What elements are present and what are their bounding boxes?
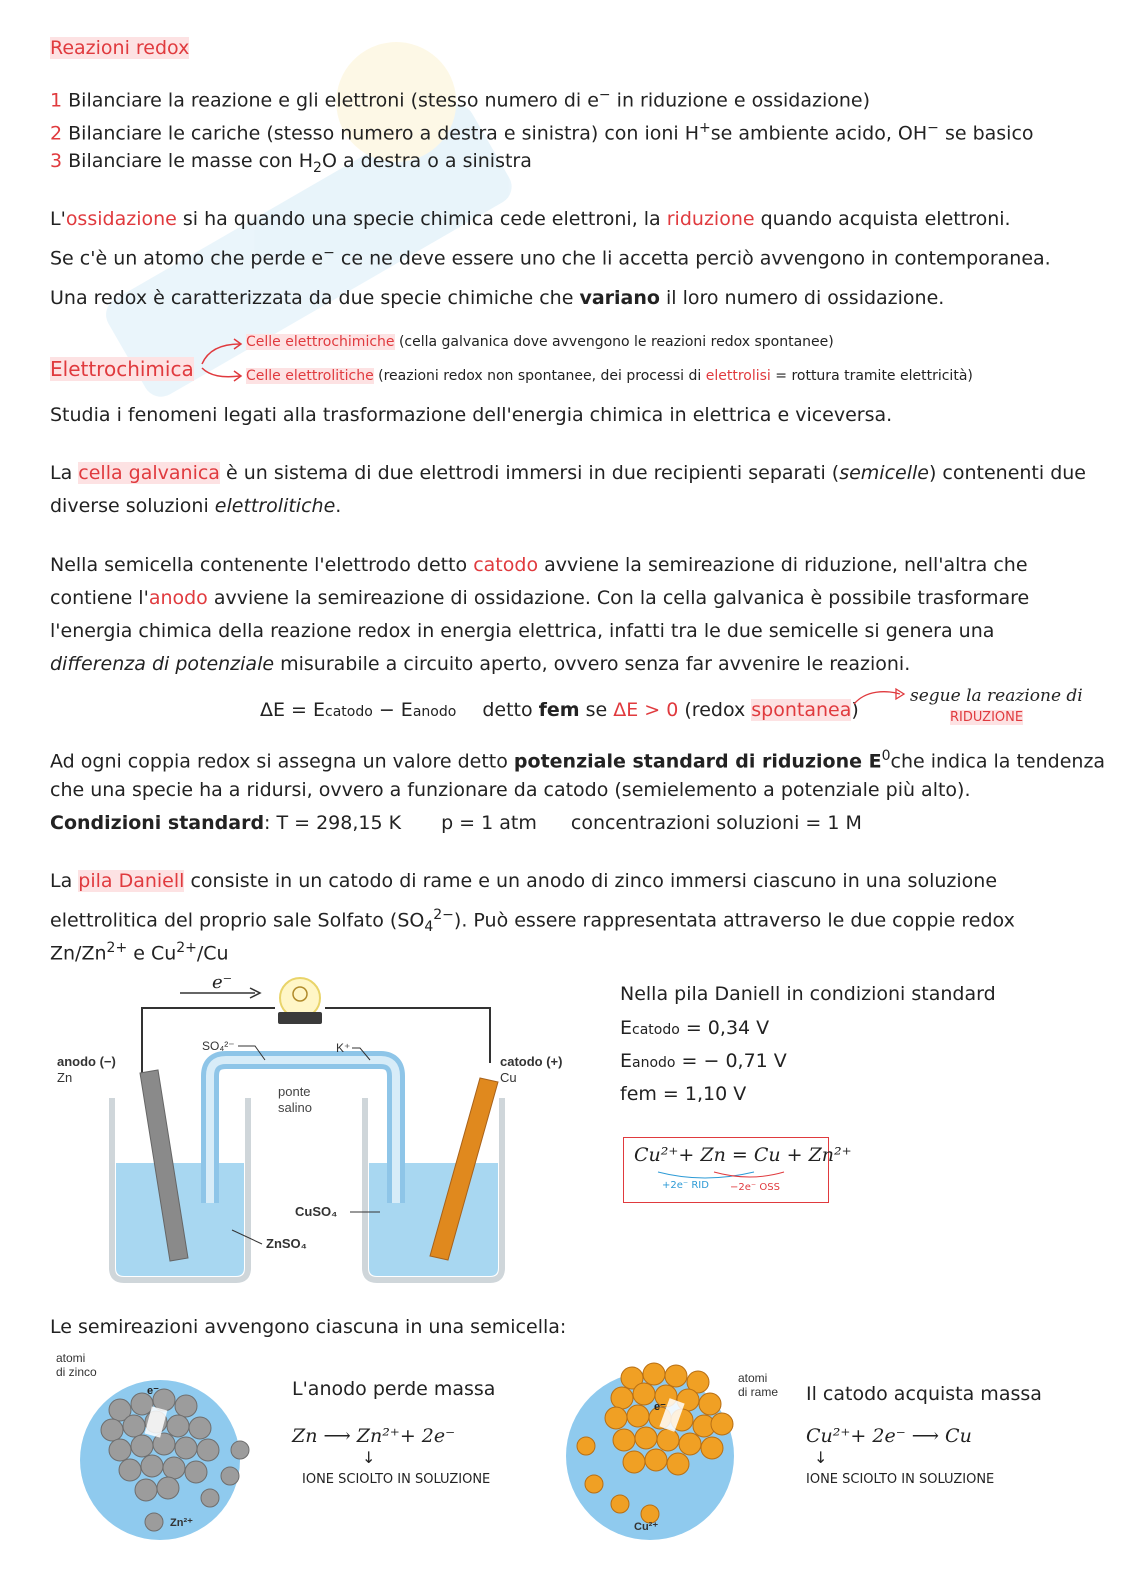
half-reactions-intro: Le semireazioni avvengono ciascuna in una semicella: bbox=[50, 1316, 567, 1338]
zinc-atoms-label-2: di zinco bbox=[56, 1365, 97, 1379]
bridge-label-1: ponte bbox=[278, 1084, 311, 1099]
reaction-equation: Cu²⁺+ Zn = Cu + Zn²⁺ bbox=[634, 1144, 852, 1166]
note-arrow bbox=[852, 684, 910, 710]
cathode-label: catodo (+) bbox=[500, 1054, 563, 1069]
fem-value: fem = 1,10 V bbox=[620, 1083, 747, 1105]
anode-title: L'anodo perde massa bbox=[292, 1378, 496, 1400]
cathode-equation: Cu²⁺+ 2e⁻ ⟶ Cu bbox=[806, 1425, 972, 1447]
step-2: 2 Bilanciare le cariche (stesso numero a destra e sinistra) con ioni H+se ambiente acido, OH− se basico bbox=[50, 120, 1034, 145]
anode-equation: Zn ⟶ Zn²⁺+ 2e⁻ bbox=[292, 1425, 456, 1447]
e-cathode: Ecatodo = 0,34 V bbox=[620, 1017, 770, 1039]
standard-conditions: Condizioni standard: T = 298,15 K p = 1 atm concentrazioni soluzioni = 1 M bbox=[50, 812, 862, 834]
semicell-line-3: l'energia chimica della reazione redox in energia elettrica, infatti tra le due semicelle si genera una bbox=[50, 620, 995, 642]
semicell-line-4: differenza di potenziale misurabile a circuito aperto, ovvero senza far avvenire le reazioni. bbox=[50, 653, 911, 675]
zinc-electron-label: e⁻ bbox=[147, 1385, 159, 1397]
e-anode: Eanodo = − 0,71 V bbox=[620, 1050, 787, 1072]
anode-label: anodo (−) bbox=[57, 1054, 116, 1069]
galvanic-line-2: diverse soluzioni elettrolitiche. bbox=[50, 495, 342, 517]
zinc-atoms-diagram bbox=[50, 1348, 280, 1543]
daniell-line-2: elettrolitica del proprio sale Solfato $(SO_4^{2-})$. Può essere rappresentata attraverso le due coppie redox bbox=[50, 907, 1015, 936]
branch-arrows bbox=[198, 336, 246, 386]
copper-atoms-label-1: atomi bbox=[738, 1371, 768, 1385]
daniell-line-3: $Zn/Zn^{2+}$ e $Cu^{2+}/Cu$ bbox=[50, 940, 229, 965]
branch-electrolytic: Celle elettrolitiche (reazioni redox non spontanee, dei processi di elettrolisi = rottura tramite elettricità) bbox=[246, 368, 973, 384]
potential-line-2: che una specie ha a ridursi, ovvero a funzionare da catodo (semielemento a potenziale più alto). bbox=[50, 779, 971, 801]
bridge-label-2: salino bbox=[278, 1100, 312, 1115]
cu-label: Cu bbox=[500, 1070, 517, 1085]
step-3: 3 Bilanciare le masse con $H_2O$ a destra o a sinistra bbox=[50, 150, 532, 176]
semicell-line-2: contiene l'anodo avviene la semireazione di ossidazione. Con la cella galvanica è possibile trasformare bbox=[50, 587, 1030, 609]
k-label: K⁺ bbox=[336, 1041, 351, 1055]
znso4-label: ZnSO₄ bbox=[266, 1236, 307, 1251]
branch-electrochemical: Celle elettrochimiche (cella galvanica dove avvengono le reazioni redox spontanee) bbox=[246, 334, 834, 350]
copper-atoms-label-2: di rame bbox=[738, 1385, 779, 1399]
redox-definition: Una redox è caratterizzata da due specie chimiche che variano il loro numero di ossidazione. bbox=[50, 287, 945, 309]
oxidation-line-1: L'ossidazione si ha quando una specie chimica cede elettroni, la riduzione quando acquista elettroni. bbox=[50, 208, 1011, 230]
zinc-atoms-label-1: atomi bbox=[56, 1351, 86, 1365]
electrochem-title: Elettrochimica bbox=[50, 357, 194, 381]
fem-formula: ΔE = Ecatodo − Eanodo detto fem se ΔE > 0 (redox spontanea) bbox=[260, 699, 859, 721]
step-1: 1 Bilanciare la reazione e gli elettroni (stesso numero di e− in riduzione e ossidazione) bbox=[50, 87, 871, 112]
electrochem-study: Studia i fenomeni legati alla trasformazione dell'energia chimica in elettrica e viceversa. bbox=[50, 404, 893, 426]
zn-label: Zn bbox=[57, 1070, 73, 1085]
anode-down-arrow: ↓ bbox=[362, 1448, 376, 1467]
note-follows: segue la reazione di bbox=[910, 686, 1083, 706]
page-title: Reazioni redox bbox=[50, 37, 190, 59]
copper-ion-label: Cu²⁺ bbox=[634, 1521, 659, 1533]
galvanic-line-1: La cella galvanica è un sistema di due elettrodi immersi in due recipienti separati (semicelle) contenenti due bbox=[50, 462, 1086, 484]
oxidation-line-2: Se c'è un atomo che perde e− ce ne deve essere uno che li accetta perciò avvengono in contemporanea. bbox=[50, 245, 1051, 270]
bulb-icon bbox=[278, 978, 322, 1024]
electron-label: e⁻ bbox=[212, 972, 233, 993]
so4-label: SO₄²⁻ bbox=[202, 1039, 235, 1053]
semicell-line-1: Nella semicella contenente l'elettrodo detto catodo avviene la semireazione di riduzione, nell'altra che bbox=[50, 554, 1028, 576]
daniell-line-1: La pila Daniell consiste in un catodo di rame e un anodo di zinco immersi ciascuno in una soluzione bbox=[50, 870, 998, 892]
cathode-title: Il catodo acquista massa bbox=[806, 1383, 1042, 1405]
cathode-down-arrow: ↓ bbox=[814, 1448, 828, 1467]
rid-label: +2e⁻ RID bbox=[662, 1180, 709, 1191]
note-reduction: RIDUZIONE bbox=[950, 710, 1024, 725]
anode-note: IONE SCIOLTO IN SOLUZIONE bbox=[302, 1472, 491, 1487]
standard-title: Nella pila Daniell in condizioni standard bbox=[620, 983, 996, 1005]
copper-atoms-diagram bbox=[550, 1348, 790, 1543]
cathode-note: IONE SCIOLTO IN SOLUZIONE bbox=[806, 1472, 995, 1487]
reaction-box bbox=[623, 1137, 852, 1203]
oss-label: −2e⁻ OSS bbox=[730, 1182, 780, 1193]
copper-electron-label: e⁻ bbox=[654, 1401, 666, 1413]
zinc-ion-label: Zn²⁺ bbox=[170, 1517, 193, 1529]
potential-line-1: Ad ogni coppia redox si assegna un valore detto potenziale standard di riduzione $E^0che$ indica la tendenza bbox=[50, 748, 1106, 773]
daniell-cell-diagram bbox=[50, 968, 590, 1288]
cuso4-label: CuSO₄ bbox=[295, 1204, 338, 1219]
